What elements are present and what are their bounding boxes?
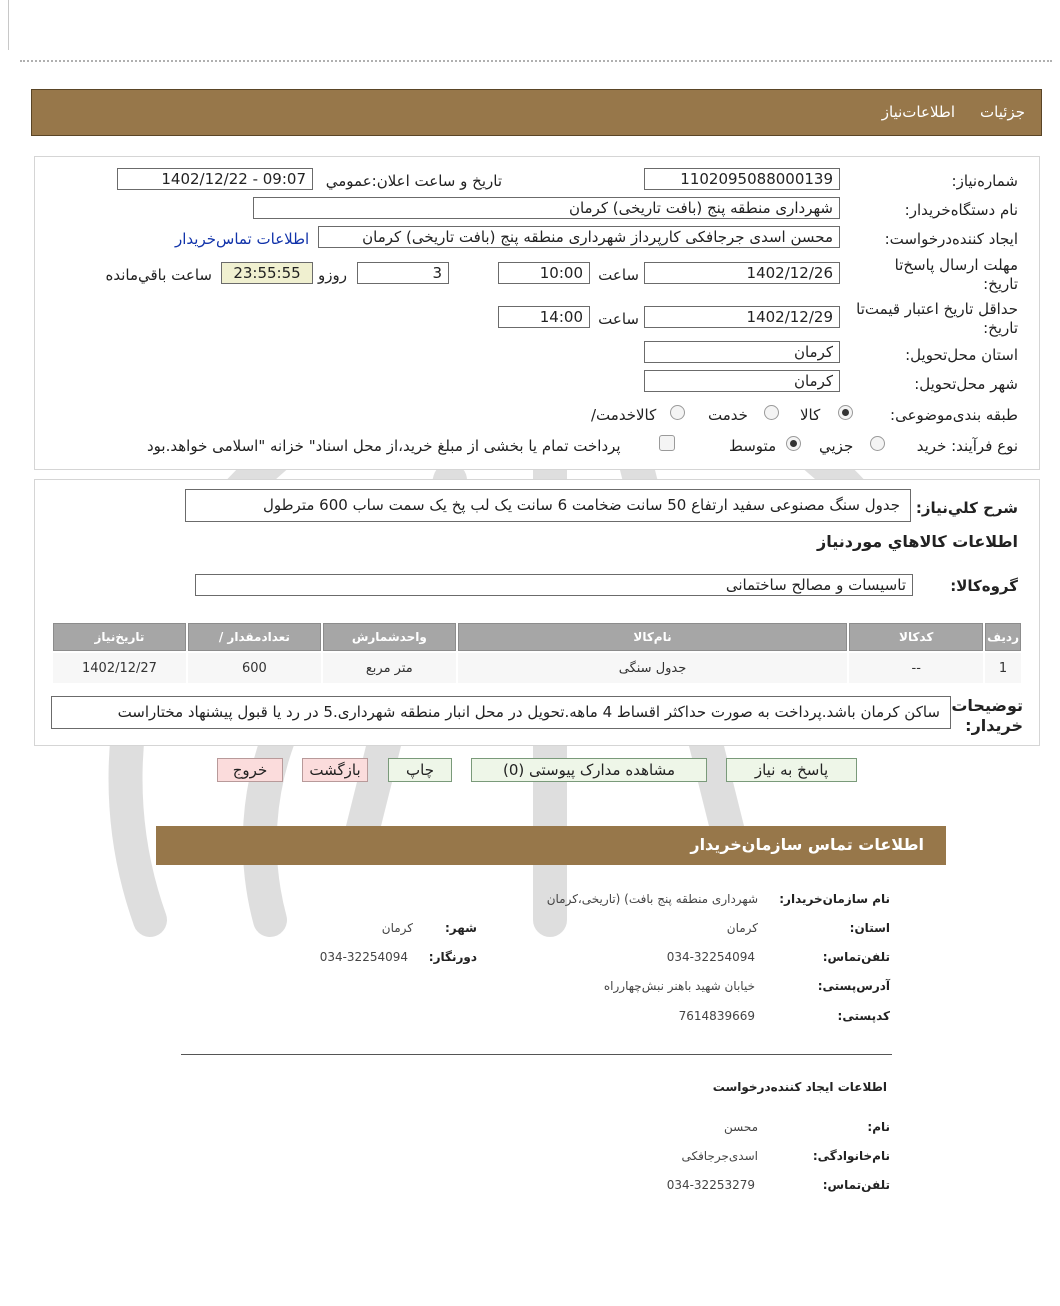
province-field: کرمان bbox=[644, 341, 840, 363]
category-service-label: خدمت bbox=[708, 406, 748, 424]
contact-header-bar bbox=[156, 826, 946, 865]
deadline-date-field: 1402/12/26 bbox=[644, 262, 840, 284]
group-label: گروه‌کالا: bbox=[950, 577, 1018, 595]
category-goods-label: کالا bbox=[800, 406, 821, 424]
dotted-separator bbox=[20, 60, 1052, 62]
reply-button[interactable]: پاسخ به نياز bbox=[726, 758, 857, 782]
buyer-label: نام دستگاه‌خريدار: bbox=[904, 201, 1018, 219]
fax-label: دورنگار: bbox=[428, 950, 477, 964]
need-number-label: شماره‌نیاز: bbox=[951, 172, 1018, 190]
buyer-notes-label-2: خريدار: bbox=[965, 716, 1023, 735]
tab-details[interactable]: جزئیات bbox=[980, 103, 1025, 121]
phone-label: تلفن‌تماس: bbox=[822, 950, 890, 964]
buyer-field: شهرداری منطقه پنج (بافت تاریخی) کرمان bbox=[253, 197, 840, 219]
goods-info-title: اطلاعات کالاهاي موردنياز bbox=[817, 532, 1018, 551]
need-number-field: 1102095088000139 bbox=[644, 168, 840, 190]
process-medium-label: متوسط bbox=[729, 437, 777, 455]
validity-label: حداقل تاريخ اعتبار قيمت‌تا bbox=[856, 300, 1018, 318]
cell-code: -- bbox=[849, 653, 983, 683]
days-field: 3 bbox=[357, 262, 449, 284]
category-goods-radio[interactable] bbox=[838, 405, 853, 420]
col-name-header: نام‌کالا bbox=[458, 623, 848, 651]
window-edge bbox=[8, 0, 9, 50]
postal-value: 7614839669 bbox=[678, 1009, 755, 1023]
org-label: نام سازمان‌خريدار: bbox=[779, 892, 890, 906]
details-header-bar bbox=[31, 89, 1042, 136]
cell-name: جدول سنگی bbox=[458, 653, 848, 683]
deadline-label: مهلت ارسال پاسخ‌تا bbox=[894, 256, 1018, 274]
creator-info-title: اطلاعات ايجاد کننده‌درخواست bbox=[712, 1080, 887, 1094]
creator-family-value: اسدی‌جرجافکی bbox=[681, 1149, 758, 1163]
announce-date-field: 1402/12/22 - 09:07 bbox=[117, 168, 313, 190]
contact-province-label: استان: bbox=[849, 921, 890, 935]
deadline-time-label: ساعت bbox=[598, 266, 639, 284]
tab-need-info[interactable]: اطلاعات‌نیاز bbox=[881, 103, 955, 121]
creator-phone-label: تلفن‌تماس: bbox=[822, 1178, 890, 1192]
validity-time-field: 14:00 bbox=[498, 306, 590, 328]
table-row bbox=[53, 653, 1021, 683]
print-button[interactable]: چاپ bbox=[388, 758, 452, 782]
postal-label: کدپستی: bbox=[837, 1009, 890, 1023]
contact-divider bbox=[181, 1054, 892, 1055]
buyer-notes-field: ساکن کرمان باشد.پرداخت به صورت حداکثر اقساط 4 ماهه.تحویل در محل انبار منطقه شهرداری.5 در رد یا قبول پیشنهاد مختاراست bbox=[51, 696, 951, 729]
deadline-label-date: تاريخ: bbox=[983, 275, 1018, 293]
treasury-checkbox[interactable] bbox=[659, 435, 675, 451]
buyer-notes-label: توضيحات bbox=[951, 696, 1023, 715]
announce-label: تاريخ و ساعت اعلان:عمومي bbox=[325, 172, 502, 190]
process-medium-radio[interactable] bbox=[786, 436, 801, 451]
creator-field: محسن اسدی جرجافکی کارپرداز شهرداری منطقه پنج (بافت تاریخی) کرمان bbox=[318, 226, 840, 248]
validity-time-label: ساعت bbox=[598, 310, 639, 328]
creator-phone-value: 034-32253279 bbox=[666, 1178, 755, 1192]
cell-unit: متر مربع bbox=[323, 653, 456, 683]
deadline-time-field: 10:00 bbox=[498, 262, 590, 284]
creator-family-label: نام‌خانوادگی: bbox=[812, 1149, 890, 1163]
back-button[interactable]: بازگشت bbox=[302, 758, 368, 782]
creator-name-label: نام: bbox=[867, 1120, 890, 1134]
address-label: آدرس‌پستی: bbox=[817, 979, 890, 993]
col-quantity-header: تعدادمقدار / bbox=[188, 623, 321, 651]
view-attachments-button[interactable]: مشاهده مدارک پيوستی (0) bbox=[471, 758, 707, 782]
category-goods-service-label: کالا‌خدمت/ bbox=[591, 406, 657, 424]
address-value: خیابان شهید باهنر نبش‌چهارراه bbox=[603, 979, 755, 993]
province-label: استان محل‌تحويل: bbox=[905, 346, 1018, 364]
org-value: شهرداری منطقه پنج بافت) (تاریخی،کرمان bbox=[546, 892, 758, 906]
col-unit-header: واحدشمارش bbox=[323, 623, 456, 651]
treasury-text: پرداخت تمام يا بخشی از مبلغ خريد،از محل اسناد" خزانه "اسلامی خواهد.بود bbox=[147, 437, 621, 455]
validity-label-date: تاريخ: bbox=[983, 319, 1018, 337]
col-row-header: رديف bbox=[985, 623, 1021, 651]
cell-row: 1 bbox=[985, 653, 1021, 683]
category-service-radio[interactable] bbox=[764, 405, 779, 420]
category-label: طبقه بندی‌موضوعی: bbox=[890, 406, 1018, 424]
col-code-header: کدکالا bbox=[849, 623, 983, 651]
category-goods-service-radio[interactable] bbox=[670, 405, 685, 420]
description-label: شرح کلي‌نیاز: bbox=[915, 499, 1018, 517]
remaining-time-field: 23:55:55 bbox=[221, 262, 313, 284]
description-field: جدول سنگ مصنوعی سفید ارتفاع 50 سانت ضخامت 6 سانت یک لب پخ یک سمت ساب 600 مترطول bbox=[185, 489, 911, 522]
goods-table bbox=[51, 621, 1023, 685]
validity-date-field: 1402/12/29 bbox=[644, 306, 840, 328]
city-field: کرمان bbox=[644, 370, 840, 392]
exit-button[interactable]: خروج bbox=[217, 758, 283, 782]
creator-label: ايجاد کننده‌درخواست: bbox=[884, 230, 1018, 248]
creator-name-value: محسن bbox=[723, 1120, 758, 1134]
process-label: نوع فرآيند: خريد bbox=[916, 437, 1018, 455]
cell-date: 1402/12/27 bbox=[53, 653, 186, 683]
remaining-label: ساعت باقي‌مانده bbox=[105, 266, 212, 284]
days-label: روزو bbox=[318, 266, 347, 284]
process-small-label: جزيي bbox=[819, 437, 854, 455]
city-label: شهر محل‌تحويل: bbox=[914, 375, 1018, 393]
group-field: تاسیسات و مصالح ساختمانی bbox=[195, 574, 913, 596]
col-date-header: تاريخ‌نیاز bbox=[53, 623, 186, 651]
fax-value: 034-32254094 bbox=[319, 950, 408, 964]
contact-city-value: کرمان bbox=[381, 921, 413, 935]
cell-quantity: 600 bbox=[188, 653, 321, 683]
phone-value: 034-32254094 bbox=[666, 950, 755, 964]
contact-title: اطلاعات تماس سازمان‌خريدار bbox=[690, 835, 924, 854]
process-small-radio[interactable] bbox=[870, 436, 885, 451]
buyer-contact-link[interactable]: اطلاعات تماس‌خريدار bbox=[175, 230, 310, 248]
contact-province-value: کرمان bbox=[726, 921, 758, 935]
contact-city-label: شهر: bbox=[445, 921, 477, 935]
